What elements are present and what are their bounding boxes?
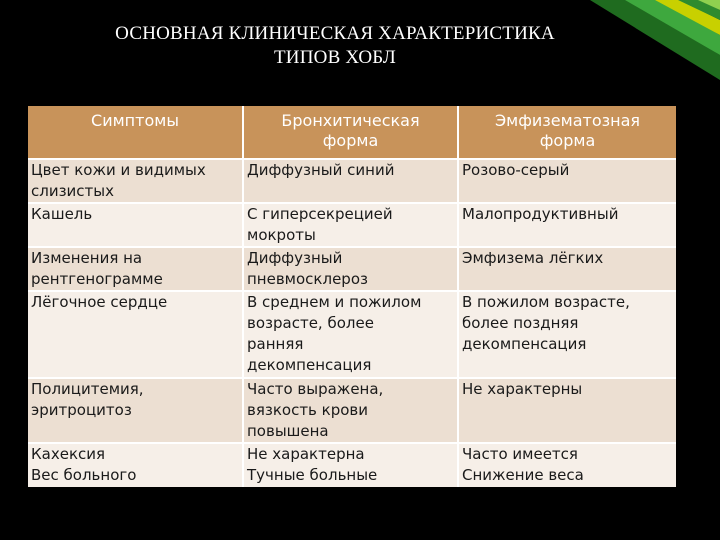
header-symptoms: Симптомы (28, 106, 243, 159)
row-bronchitic-cell: Часто выражена, вязкость крови повышена (243, 378, 458, 443)
table-row (28, 443, 676, 487)
table-header-row (28, 106, 676, 159)
row-emphysematous-cell: Эмфизема лёгких (458, 247, 676, 291)
row-symptom-cell: Цвет кожи и видимых слизистых (28, 159, 243, 203)
table-row (28, 247, 676, 291)
row-symptom-cell: Полицитемия, эритроцитоз (28, 378, 243, 443)
slide-title (40, 22, 630, 70)
row-bronchitic-cell: В среднем и пожилом возрасте, более ранняя декомпенсация (243, 291, 458, 378)
table-row (28, 291, 676, 378)
table-row (28, 159, 676, 203)
row-bronchitic-cell: Диффузный пневмосклероз (243, 247, 458, 291)
row-bronchitic-cell: Диффузный синий (243, 159, 458, 203)
row-emphysematous-cell: Розово-серый (458, 159, 676, 203)
row-emphysematous-cell: В пожилом возрасте, более поздняя декомпенсация (458, 291, 676, 378)
header-bronchitic: Бронхитическая форма (243, 106, 458, 159)
slide-title-line-1: ОСНОВНАЯ КЛИНИЧЕСКАЯ ХАРАКТЕРИСТИКА (115, 23, 555, 44)
row-emphysematous-cell: Малопродуктивный (458, 203, 676, 247)
header-emphysematous: Эмфизематозная форма (458, 106, 676, 159)
table-row (28, 378, 676, 443)
row-symptom-cell: Кашель (28, 203, 243, 247)
row-symptom-cell: Лёгочное сердце (28, 291, 243, 378)
row-emphysematous-cell: Не характерны (458, 378, 676, 443)
row-bronchitic-cell: С гиперсекрецией мокроты (243, 203, 458, 247)
table-row (28, 203, 676, 247)
row-symptom-cell: Изменения на рентгенограмме (28, 247, 243, 291)
row-bronchitic-cell: Не характерна Тучные больные (243, 443, 458, 487)
row-symptom-cell: Кахексия Вес больного (28, 443, 243, 487)
row-emphysematous-cell: Часто имеется Снижение веса (458, 443, 676, 487)
symptoms-table (28, 106, 676, 487)
slide-title-line-2: ТИПОВ ХОБЛ (274, 47, 396, 68)
